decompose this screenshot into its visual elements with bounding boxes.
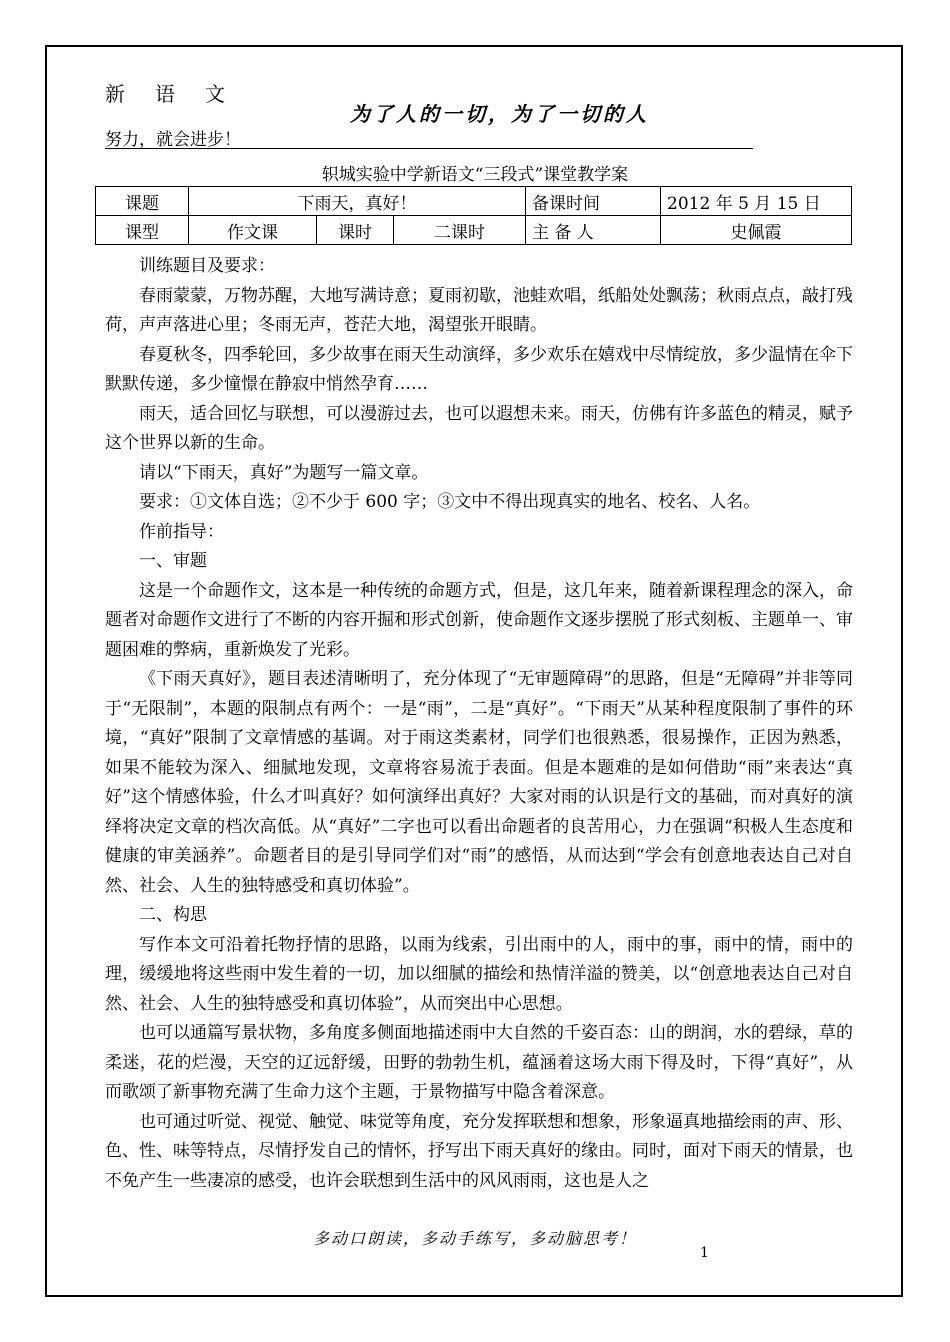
header-motto: 努力，就会进步！ bbox=[105, 130, 241, 150]
topic-value: 下雨天，真好！ bbox=[189, 187, 526, 216]
preparer-value: 史佩霞 bbox=[661, 216, 852, 245]
body-text bbox=[105, 252, 853, 1196]
section-heading: 二、构思 bbox=[139, 905, 207, 925]
table-row bbox=[96, 216, 852, 245]
header-slogan: 为了人的一切，为了一切的人 bbox=[350, 102, 649, 126]
page-number: 1 bbox=[700, 1245, 709, 1261]
plan-title: 轵城实验中学新语文“三段式”课堂教学案 bbox=[321, 165, 629, 185]
prep-time-label: 备课时间 bbox=[526, 187, 661, 216]
section-heading: 一、审题 bbox=[139, 551, 207, 571]
body-paragraph: 也可以通篇写景状物，多角度多侧面地描述雨中大自然的千姿百态：山的朗润，水的碧绿，草的柔迷，花的烂漫，天空的辽远舒缓，田野的勃勃生机，蕴涵着这场大雨下得及时，下得“真好”，从而歌颂了新事物充满了生命力这个主题，于景物描写中隐含着深意。 bbox=[105, 1023, 853, 1102]
body-paragraph: 也可通过听觉、视觉、触觉、味觉等角度，充分发挥联想和想象，形象逼真地描绘雨的声、形、色、性、味等特点，尽情抒发自己的情怀，抒写出下雨天真好的缘由。同时，面对下雨天的情景，也不免产生一些凄凉的感受，也许会联想到生活中的风风雨雨，这也是人之 bbox=[105, 1111, 853, 1191]
header-title: 新语文 bbox=[105, 82, 255, 106]
body-paragraph: 写作本文可沿着托物抒情的思路，以雨为线索，引出雨中的人，雨中的事，雨中的情，雨中的理，缓缓地将这些雨中发生着的一切，加以细腻的描绘和热情洋溢的赞美，以“创意地表达自己对自然、社会、人生的独特感受和真切体验”，从而突出中心思想。 bbox=[105, 934, 853, 1014]
type-label: 课型 bbox=[96, 216, 189, 245]
topic-label: 课题 bbox=[96, 187, 189, 216]
type-value: 作文课 bbox=[189, 216, 317, 245]
body-paragraph: 雨天，适合回忆与联想，可以漫游过去，也可以遐想未来。雨天，仿佛有许多蓝色的精灵，赋予这个世界以新的生命。 bbox=[105, 403, 853, 453]
table-row bbox=[96, 187, 852, 216]
prep-time-value: 2012 年 5 月 15 日 bbox=[661, 187, 852, 216]
header-rule bbox=[105, 148, 753, 149]
body-paragraph: 春雨蒙蒙，万物苏醒，大地写满诗意；夏雨初歇，池蛙欢唱，纸船处处飘荡；秋雨点点，敲打残荷，声声落进心里；冬雨无声，苍茫大地，渴望张开眼睛。 bbox=[105, 285, 853, 335]
body-paragraph: 请以“下雨天，真好”为题写一篇文章。 bbox=[139, 462, 429, 483]
footer-slogan: 多动口朗读，多动手练写，多动脑思考！ bbox=[312, 1229, 637, 1248]
body-paragraph: 训练题目及要求： bbox=[139, 256, 275, 276]
preparer-label: 主 备 人 bbox=[526, 216, 661, 245]
body-paragraph: 要求：①文体自选；②不少于 600 字；③文中不得出现真实的地名、校名、人名。 bbox=[139, 492, 761, 512]
body-paragraph: 作前指导： bbox=[139, 521, 224, 542]
period-label: 课时 bbox=[317, 216, 394, 245]
period-value: 二课时 bbox=[394, 216, 526, 245]
body-paragraph: 这是一个命题作文，这本是一种传统的命题方式，但是，这几年来，随着新课程理念的深入，命题者对命题作文进行了不断的内容开掘和形式创新，使命题作文逐步摆脱了形式刻板、主题单一、审题困难的弊病，重新焕发了光彩。 bbox=[105, 580, 853, 660]
lesson-info-table bbox=[95, 186, 852, 245]
body-paragraph: 《下雨天真好》，题目表述清晰明了，充分体现了“无审题障碍”的思路，但是“无障碍”并非等同于“无限制”，本题的限制点有两个：一是“雨”，二是“真好”。“下雨天”从某种程度限制了事件的环境，“真好”限制了文章情感的基调。对于雨这类素材，同学们也很熟悉，很易操作，正因为熟悉，如果不能较为深入、细腻地发现，文章将容易流于表面。但是本题难的是如何借助“雨”来表达“真好”这个情感体验，什么才叫真好？如何演绎出真好？大家对雨的认识是行文的基础，而对真好的演绎将决定文章的档次高低。从“真好”二字也可以看出命题者的良苦用心，力在强调“积极人生态度和健康的审美涵养”。命题者目的是引导同学们对“雨”的感悟，从而达到“学会有创意地表达自己对自然、社会、人生的独特感受和真切体验”。 bbox=[105, 669, 853, 896]
body-paragraph: 春夏秋冬，四季轮回，多少故事在雨天生动演绎，多少欢乐在嬉戏中尽情绽放，多少温情在伞下默默传递，多少憧憬在静寂中悄然孕育…… bbox=[105, 344, 853, 394]
